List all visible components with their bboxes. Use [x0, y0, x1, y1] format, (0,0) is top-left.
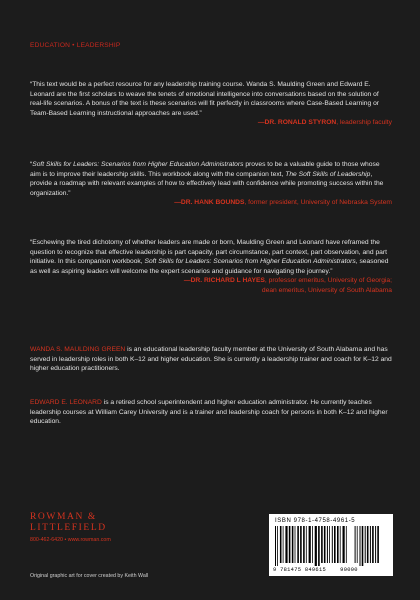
barcode-bars-icon — [275, 526, 387, 566]
category-label: EDUCATION • LEADERSHIP — [30, 42, 121, 49]
barcode-bar — [295, 526, 296, 563]
quote-author-role: , professor emeritus, University of Georgia; — [264, 277, 392, 285]
publisher-contact: 800-462-6420 • www.rowman.com — [30, 537, 111, 543]
barcode-bar — [285, 526, 287, 563]
author-bio-text: is an educational leadership faculty member at the University of South Alabama and has served in leadership roles in both K–12 and higher education. She is currently a leadership trainer and coach for K–12 and higher education practitioners. — [30, 346, 392, 373]
barcode-addon-digits: 90000 — [340, 567, 358, 573]
publisher-logo-line-1: ROWMAN & — [30, 512, 97, 522]
barcode-bar — [370, 526, 371, 563]
barcode-bar — [362, 526, 364, 566]
isbn-barcode — [269, 514, 393, 576]
barcode-bar — [300, 526, 302, 563]
author-bio-text: is a retired school superintendent and higher education administrator. He currently teaches leadership courses at William Carey University and is a trainer and leadership coach for persons in both K–12 and higher education. — [30, 399, 388, 426]
barcode-bar — [306, 526, 307, 563]
barcode-bar — [343, 526, 345, 563]
barcode-bar — [315, 526, 317, 566]
quote-author: —DR. RICHARD L HAYES — [183, 277, 265, 285]
quote-text-part: , provide a roadmap with relevant examples of how to effectively lead with confidence while promoting success within the organization.” — [30, 170, 384, 197]
quote-author-role: , former president, University of Nebraska System — [244, 199, 392, 207]
barcode-bar — [303, 526, 305, 563]
author-name: WANDA S. MAULDING GREEN — [30, 346, 126, 353]
barcode-bar — [318, 526, 320, 566]
barcode-bar — [283, 526, 284, 563]
barcode-bar — [377, 526, 379, 563]
quote-text — [30, 238, 392, 276]
quote-text-part: proves to be a valuable guide to those whose aim is to improve their leadership skills. This workbook along with the companion text, — [30, 161, 380, 178]
barcode-bar — [360, 526, 361, 566]
cover-art-credit: Original graphic art for cover created by Keith Wall — [30, 573, 149, 579]
book-title: The Soft Skills of Leadership — [285, 170, 371, 178]
barcode-bar — [297, 526, 299, 563]
quote-author-role: , leadership faculty — [336, 119, 392, 127]
endorsement-quote-2 — [30, 160, 392, 208]
author-bio-1 — [30, 345, 392, 374]
quote-text: “This text would be a perfect resource for any leadership training course. Wanda S. Maulding Green and Edward E. Leonard are the first scholars to weave the tenets of emotional intelligence into conversations based on the solution of real-life scenarios. A bonus of the text is these scenarios will fit perfectly in classrooms where Case-Based Learning or Team-Based Learning instructional approaches are used.” — [30, 81, 380, 117]
publisher-logo — [30, 512, 107, 534]
barcode-bar — [275, 526, 276, 566]
barcode-bar — [367, 526, 369, 563]
quote-attribution-line-2 — [30, 286, 392, 296]
isbn-number: ISBN 978-1-4758-4961-5 — [275, 518, 356, 524]
quote-author-role: dean emeritus, University of South Alabama — [261, 286, 392, 294]
quote-attribution — [30, 118, 392, 128]
quote-text-part: “Eschewing the tired dichotomy of whether leaders are made or born, Maulding Green and Leonard have reframed the question to recognize that effective leadership is part capacity, part circumstance, part context, part observation, and part initiative. In this companion workbook, — [30, 239, 387, 266]
barcode-digits — [273, 567, 358, 573]
quote-attribution — [30, 276, 392, 286]
barcode-bar — [277, 526, 278, 566]
barcode-bar — [375, 526, 376, 563]
barcode-bar — [312, 526, 313, 563]
quote-author: —DR. HANK BOUNDS — [174, 199, 245, 207]
book-title: Soft Skills for Leaders: Scenarios from Higher Education Administrators, — [144, 258, 358, 266]
author-bio-2 — [30, 398, 392, 427]
barcode-bar — [309, 526, 311, 563]
quote-attribution — [30, 198, 392, 208]
barcode-bar — [334, 526, 336, 563]
barcode-bar — [337, 526, 339, 563]
barcode-main-digits: 9 781475 849615 — [273, 567, 327, 573]
barcode-bar — [321, 526, 323, 563]
barcode-bar — [289, 526, 291, 563]
barcode-bar — [355, 526, 356, 563]
quote-text — [30, 160, 392, 198]
quote-text-part: seasoned as well as aspiring leaders will welcome the expert scenarios and guidance for navigating the journey.” — [30, 258, 389, 275]
barcode-bar — [329, 526, 330, 563]
barcode-bar — [365, 526, 366, 563]
barcode-bar — [292, 526, 294, 563]
barcode-bar — [372, 526, 374, 563]
author-name: EDWARD E. LEONARD — [30, 399, 102, 406]
barcode-bar — [324, 526, 326, 563]
endorsement-quote-3 — [30, 238, 392, 296]
endorsement-quote-1 — [30, 80, 392, 128]
barcode-bar — [340, 526, 341, 563]
quote-text-part: “ — [30, 161, 33, 168]
barcode-bar — [280, 526, 282, 563]
barcode-bar — [357, 526, 358, 563]
book-title: Soft Skills for Leaders: Scenarios from Higher Education Administrators — [32, 161, 244, 168]
barcode-bar — [332, 526, 333, 563]
barcode-bar — [327, 526, 328, 563]
quote-author: —DR. RONALD STYRON — [257, 119, 337, 127]
barcode-bar — [346, 526, 347, 563]
publisher-logo-line-2: LITTLEFIELD — [30, 523, 107, 533]
